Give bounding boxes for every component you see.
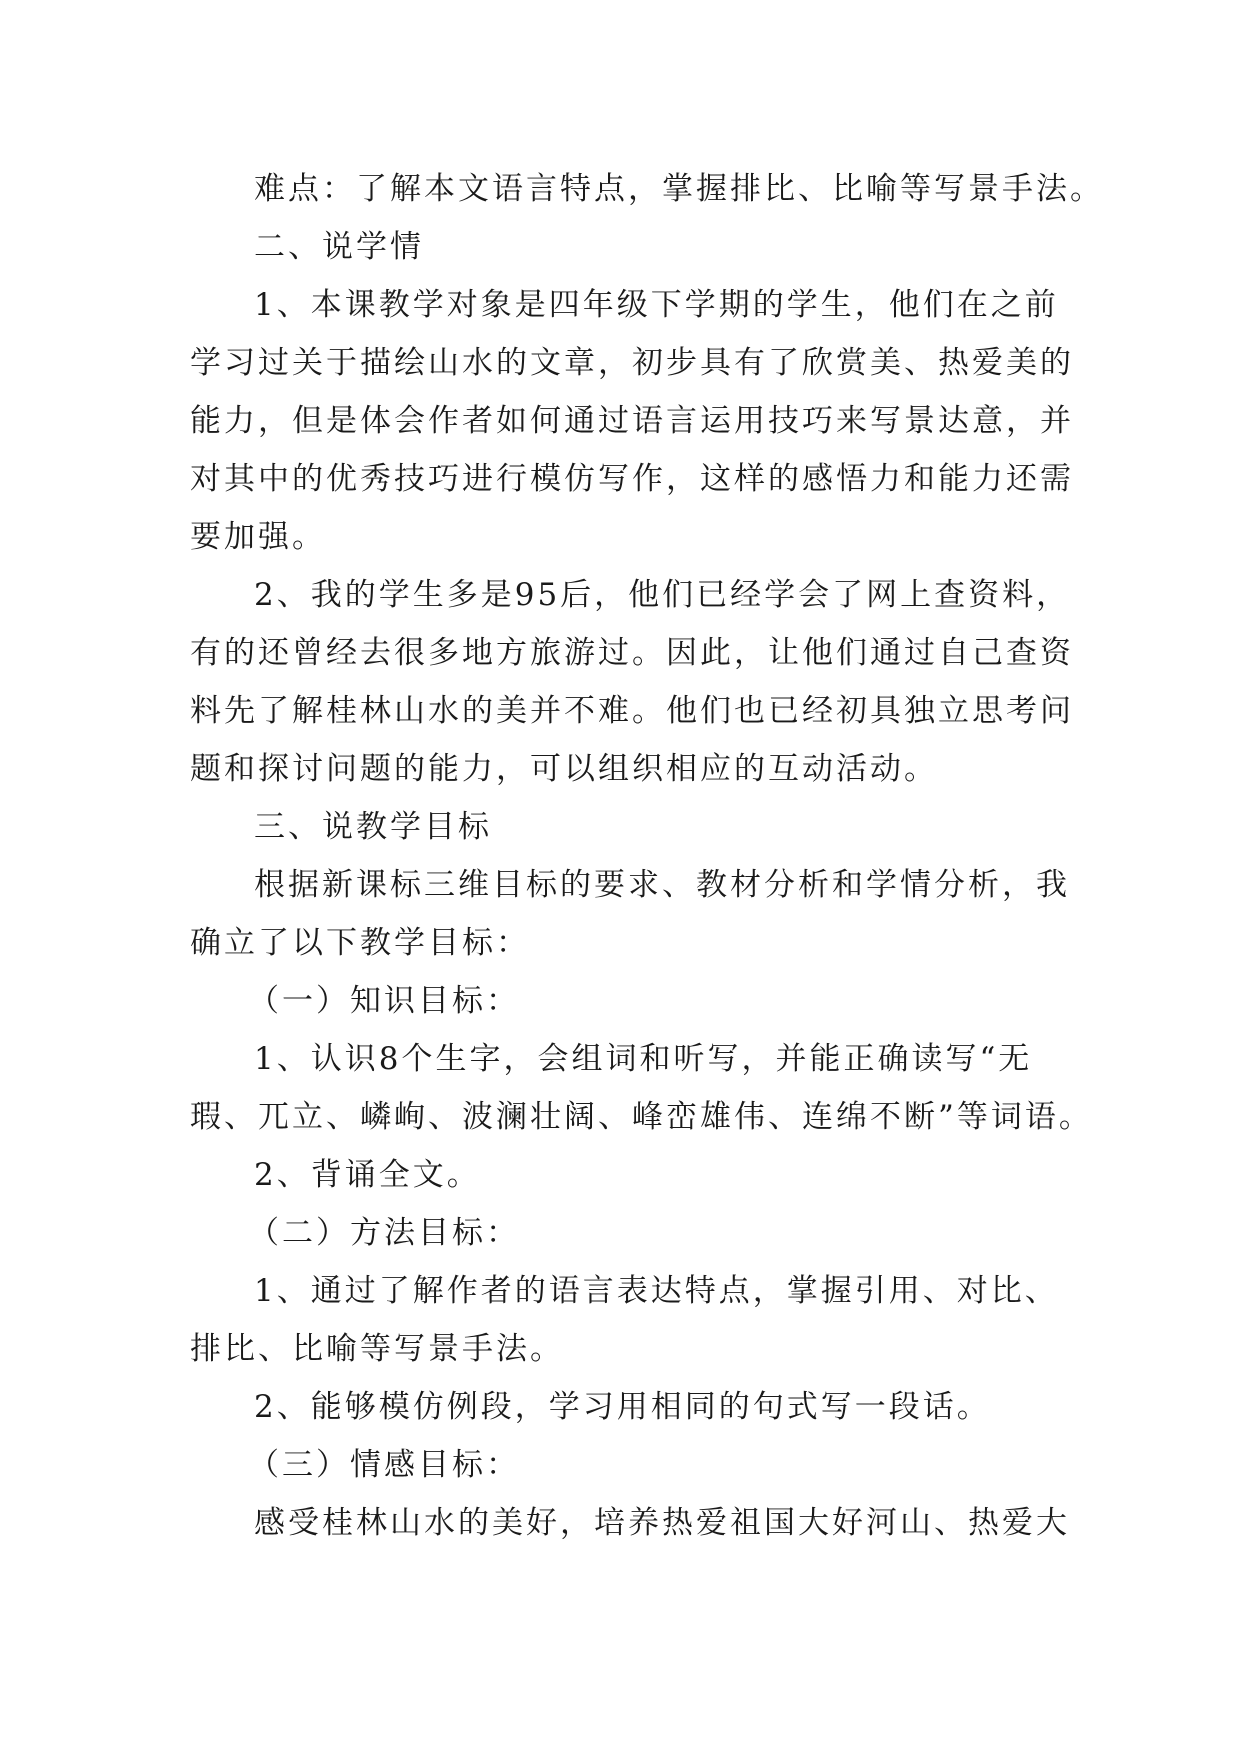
paragraph-line: 2、背诵全文。	[254, 1157, 481, 1193]
paragraph-line: 难点：了解本文语言特点，掌握排比、比喻等写景手法。	[254, 171, 1104, 207]
paragraph-line: 要加强。	[190, 519, 326, 555]
subsection-heading: （二）方法目标：	[248, 1215, 520, 1251]
paragraph-line: 1、认识8个生字，会组词和听写，并能正确读写“无	[254, 1041, 1033, 1077]
paragraph-line: 能力，但是体会作者如何通过语言运用技巧来写景达意，并	[190, 403, 1074, 439]
paragraph-line: 排比、比喻等写景手法。	[190, 1331, 564, 1367]
paragraph-line: 1、通过了解作者的语言表达特点，掌握引用、对比、	[254, 1273, 1059, 1309]
paragraph-line: 题和探讨问题的能力，可以组织相应的互动活动。	[190, 751, 938, 787]
section-heading: 二、说学情	[254, 229, 424, 265]
paragraph-line: 根据新课标三维目标的要求、教材分析和学情分析，我	[254, 867, 1070, 903]
subsection-heading: （一）知识目标：	[248, 983, 520, 1019]
section-heading: 三、说教学目标	[254, 809, 492, 845]
paragraph-line: 学习过关于描绘山水的文章，初步具有了欣赏美、热爱美的	[190, 345, 1074, 381]
paragraph-line: 感受桂林山水的美好，培养热爱祖国大好河山、热爱大	[254, 1505, 1070, 1541]
subsection-heading: （三）情感目标：	[248, 1447, 520, 1483]
document-body	[190, 160, 1104, 1552]
paragraph-line: 1、本课教学对象是四年级下学期的学生，他们在之前	[254, 287, 1059, 323]
paragraph-line: 2、我的学生多是95后，他们已经学会了网上查资料，	[254, 577, 1071, 613]
paragraph-line: 有的还曾经去很多地方旅游过。因此，让他们通过自己查资	[190, 635, 1074, 671]
paragraph-line: 料先了解桂林山水的美并不难。他们也已经初具独立思考问	[190, 693, 1074, 729]
paragraph-line: 瑕、兀立、嶙峋、波澜壮阔、峰峦雄伟、连绵不断”等词语。	[190, 1099, 1093, 1135]
paragraph-line: 2、能够模仿例段，学习用相同的句式写一段话。	[254, 1389, 991, 1425]
paragraph-line: 确立了以下教学目标：	[190, 925, 530, 961]
paragraph-line: 对其中的优秀技巧进行模仿写作，这样的感悟力和能力还需	[190, 461, 1074, 497]
